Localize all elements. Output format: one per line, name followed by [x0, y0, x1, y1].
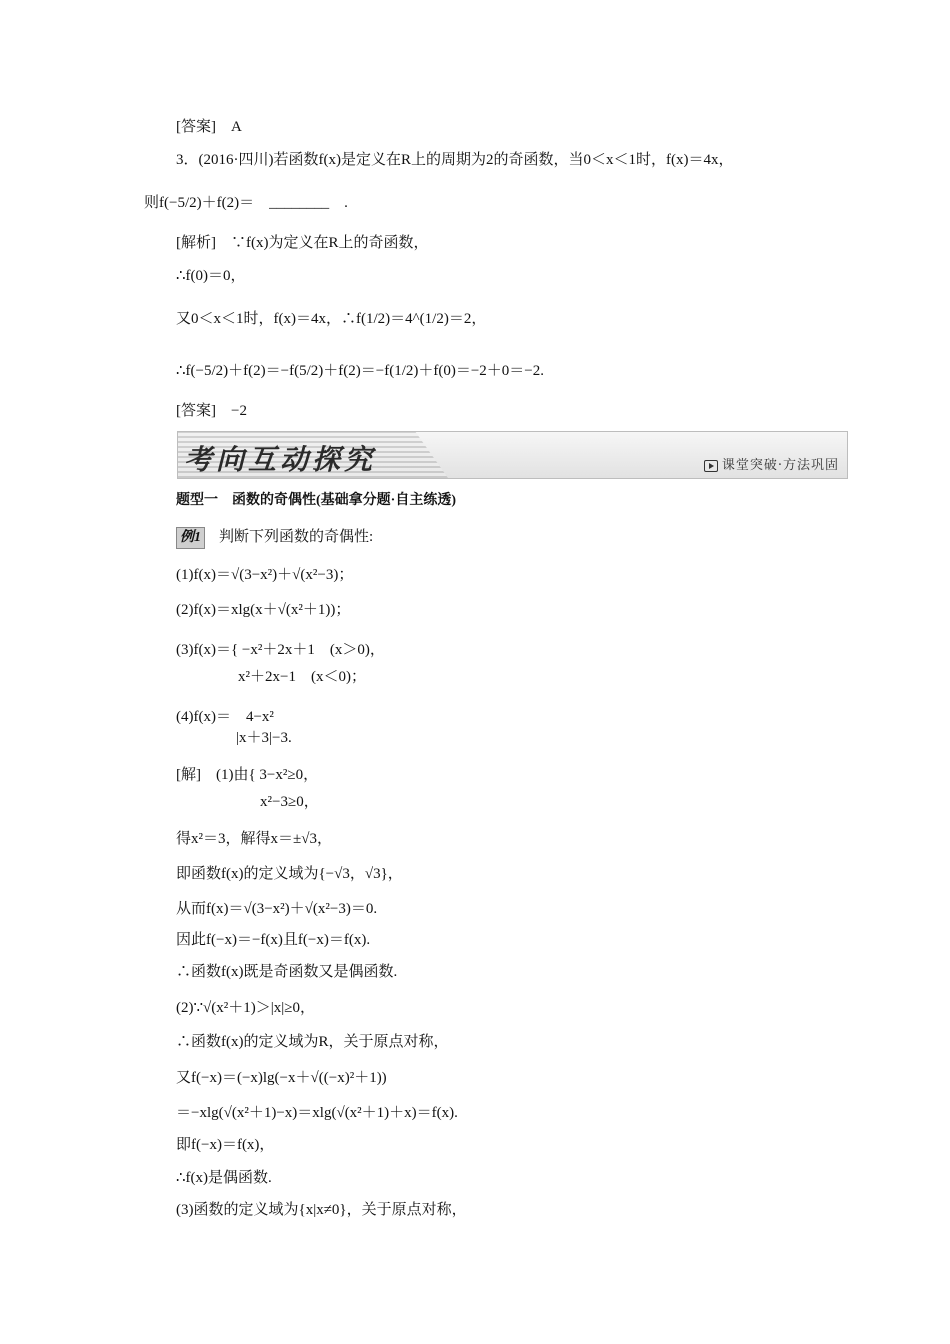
solution-10: ＝−xlg(√(x²＋1)−x)＝xlg(√(x²＋1)＋x)＝f(x). — [176, 1105, 458, 1121]
solution-7: (2)∵√(x²＋1)＞|x|≥0， — [176, 1000, 315, 1016]
section-banner — [177, 431, 848, 479]
solution-13: (3)函数的定义域为{x|x≠0}，关于原点对称， — [176, 1202, 467, 1218]
banner-subtitle — [704, 454, 839, 473]
solution-12: ∴f(x)是偶函数. — [176, 1170, 272, 1186]
banner-title: 考向互动探究 — [184, 443, 377, 476]
example-intro — [176, 527, 373, 549]
example-text: 判断下列函数的奇偶性: — [219, 529, 374, 545]
solution-6: ∴函数f(x)既是奇函数又是偶函数. — [176, 964, 398, 980]
problem-2: (2)f(x)＝xlg(x＋√(x²＋1))； — [176, 602, 351, 618]
play-icon — [704, 460, 718, 472]
solution-9: 又f(−x)＝(−x)lg(−x＋√((−x)²＋1)) — [176, 1070, 387, 1086]
problem-4-denominator: |x＋3|−3. — [236, 730, 292, 746]
problem-3-case-1: (3)f(x)＝{ −x²＋2x＋1 (x＞0)， — [176, 642, 385, 658]
solution-11: 即f(−x)＝f(x)， — [176, 1137, 275, 1153]
solution-5: 因此f(−x)＝−f(x)且f(−x)＝f(x). — [176, 932, 371, 948]
example-tag: 例1 — [176, 527, 205, 549]
section-heading: 题型一 函数的奇偶性(基础拿分题·自主练透) — [176, 493, 456, 508]
solution-1a: [解] (1)由{ 3−x²≥0， — [176, 767, 319, 783]
problem-1: (1)f(x)＝√(3−x²)＋√(x²−3)； — [176, 567, 354, 583]
problem-4-numerator: (4)f(x)＝ 4−x² — [176, 709, 274, 725]
problem-3-case-2: x²＋2x−1 (x＜0)； — [238, 669, 366, 685]
answer-line-2: [答案] −2 — [176, 403, 247, 419]
problem-3-question: 则f(−5/2)＋f(2)＝ ________ . — [144, 195, 348, 211]
solution-8: ∴函数f(x)的定义域为R，关于原点对称， — [176, 1034, 449, 1050]
solution-2: 得x²＝3，解得x＝±√3， — [176, 831, 332, 847]
analysis-line-3: 又0＜x＜1时，f(x)＝4x，∴f(1/2)＝4^(1/2)＝2， — [176, 311, 487, 327]
answer-line: [答案] A — [176, 119, 242, 135]
banner-subtitle-text: 课堂突破·方法巩固 — [721, 458, 839, 473]
analysis-line-4: ∴f(−5/2)＋f(2)＝−f(5/2)＋f(2)＝−f(1/2)＋f(0)＝−2＋0＝−2. — [176, 363, 545, 379]
problem-3-statement: 3．(2016·四川)若函数f(x)是定义在R上的周期为2的奇函数，当0＜x＜1时，f(x)＝4x， — [176, 152, 734, 168]
analysis-line-1: [解析] ∵f(x)为定义在R上的奇函数， — [176, 235, 429, 251]
solution-3: 即函数f(x)的定义域为{−√3，√3}， — [176, 866, 403, 882]
analysis-line-2: ∴f(0)＝0， — [176, 268, 246, 284]
solution-1b: x²−3≥0， — [260, 794, 319, 810]
solution-4: 从而f(x)＝√(3−x²)＋√(x²−3)＝0. — [176, 901, 378, 917]
